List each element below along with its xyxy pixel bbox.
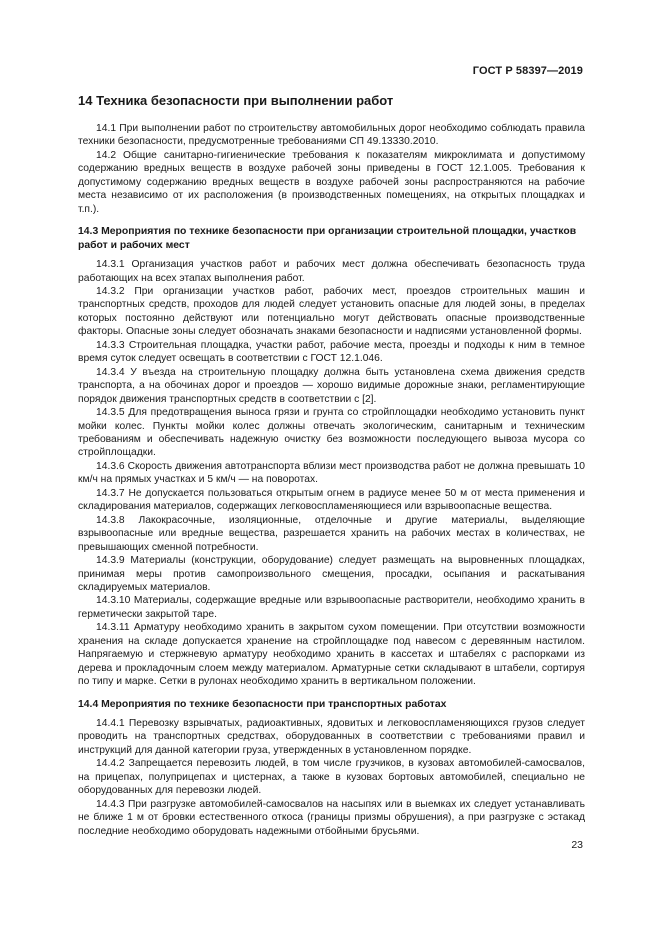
- paragraph-14-4-2: 14.4.2 Запрещается перевозить людей, в том числе грузчиков, в кузовах автомобилей-самосвалов, на прицепах, полуприцепах и цистернах, а также в кузовах бортовых автомобилей, специально не оборудованных для перевозки людей.: [78, 758, 585, 797]
- page-number: 23: [571, 839, 583, 851]
- paragraph-14-3-3: 14.3.3 Строительная площадка, участки работ, рабочие места, проезды и подходы к ним в темное время суток следует освещать в соответствии с ГОСТ 12.1.046.: [78, 339, 585, 365]
- paragraph-14-3-4: 14.3.4 У въезда на строительную площадку должна быть установлена схема движения средств транспорта, а на обочинах дорог и проездов — хорошо видимые дорожные знаки, регламентирующие порядок движения транспортных средств в соответствии с [2].: [78, 366, 585, 405]
- subsection-title-14-3: 14.3 Мероприятия по технике безопасности при организации строительной площадки, участков работ и рабочих мест: [78, 226, 577, 251]
- paragraph-14-3-7: 14.3.7 Не допускается пользоваться открытым огнем в радиусе менее 50 м от места применения и складирования материалов, содержащих легковоспламеняющиеся или взрывоопасные вещества.: [78, 487, 585, 513]
- paragraph-14-1: 14.1 При выполнении работ по строительству автомобильных дорог необходимо соблюдать правила техники безопасности, предусмотренные требованиями СП 49.13330.2010.: [78, 123, 585, 148]
- paragraph-14-3-5: 14.3.5 Для предотвращения выноса грязи и грунта со стройплощадки необходимо установить пункт мойки колес. Пункты мойки колес должны отвечать экологическим, санитарным и техническим требованиям и обеспечивать надежную очистку без возможности последующего вывоза мусора со стройплощадки.: [78, 407, 585, 459]
- page-content: [78, 93, 585, 838]
- section-title: 14 Техника безопасности при выполнении работ: [78, 93, 394, 108]
- paragraph-14-3-1: 14.3.1 Организация участков работ и рабочих мест должна обеспечивать безопасность труда работающих на всех этапах выполнения работ.: [78, 259, 585, 284]
- paragraph-14-3-8: 14.3.8 Лакокрасочные, изоляционные, отделочные и другие материалы, выделяющие взрывоопасные или вредные вещества, разрешается хранить на рабочих местах в количествах, не превышающих сменной потребности.: [78, 514, 585, 553]
- paragraph-14-3-10: 14.3.10 Материалы, содержащие вредные или взрывоопасные растворители, необходимо хранить в герметически закрытой таре.: [78, 595, 585, 620]
- paragraph-14-2: 14.2 Общие санитарно-гигиенические требования к показателям микроклимата и допустимому содержанию вредных веществ в воздухе рабочей зоны приведены в ГОСТ 12.1.005. Требования к допустимому содержанию вредных веществ в воздухе рабочей зоны распространяются на рабочие места независимо от их расположения (в производственных помещениях, на открытых площадках и т.п.).: [78, 149, 585, 215]
- paragraph-14-3-9: 14.3.9 Материалы (конструкции, оборудование) следует размещать на выровненных площадках, принимая меры против самопроизвольного смещения, просадки, осыпания и раскатывания складируемых материалов.: [78, 555, 585, 593]
- paragraph-14-3-2: 14.3.2 При организации участков работ, рабочих мест, проездов строительных машин и транспортных средств, проходов для людей следует установить опасные для людей зоны, в пределах которых постоянно действуют или потенциально могут действовать опасные производственные факторы. Опасные зоны следует обозначать знаками безопасности и надписями установленной формы.: [78, 285, 585, 338]
- subsection-title-14-4: 14.4 Мероприятия по технике безопасности при транспортных работах: [78, 698, 447, 710]
- paragraph-14-3-11: 14.3.11 Арматуру необходимо хранить в закрытом сухом помещении. При отсутствии возможности хранения на складе допускается хранение на стройплощадке под навесом с деревянным настилом. Напрягаемую и стержневую арматуру необходимо хранить в кассетах и штабелях с распорками из дерева и прокладочным слоем между материалом. Арматурные сетки складывают в штабели, сортируя по типу и марке. Сетки в рулонах необходимо хранить в вертикальном положении.: [78, 622, 585, 688]
- paragraph-14-3-6: 14.3.6 Скорость движения автотранспорта вблизи мест производства работ не должна превышать 10 км/ч на прямых участках и 5 км/ч — на поворотах.: [78, 460, 585, 486]
- paragraph-14-4-3: 14.4.3 При разгрузке автомобилей-самосвалов на насыпях или в выемках их следует устанавливать не ближе 1 м от бровки естественного откоса (границы призмы обрушения), а при разгрузке с эстакад последние необходимо оборудовать надежными отбойными брусьями.: [78, 798, 585, 837]
- document-id-header: ГОСТ Р 58397—2019: [472, 65, 583, 77]
- paragraph-14-4-1: 14.4.1 Перевозку взрывчатых, радиоактивных, ядовитых и легковоспламеняющихся грузов следует проводить на транспортных средствах, оборудованных в соответствии с требованиями правил и инструкций для данной категории груза, утвержденных в установленном порядке.: [78, 718, 585, 756]
